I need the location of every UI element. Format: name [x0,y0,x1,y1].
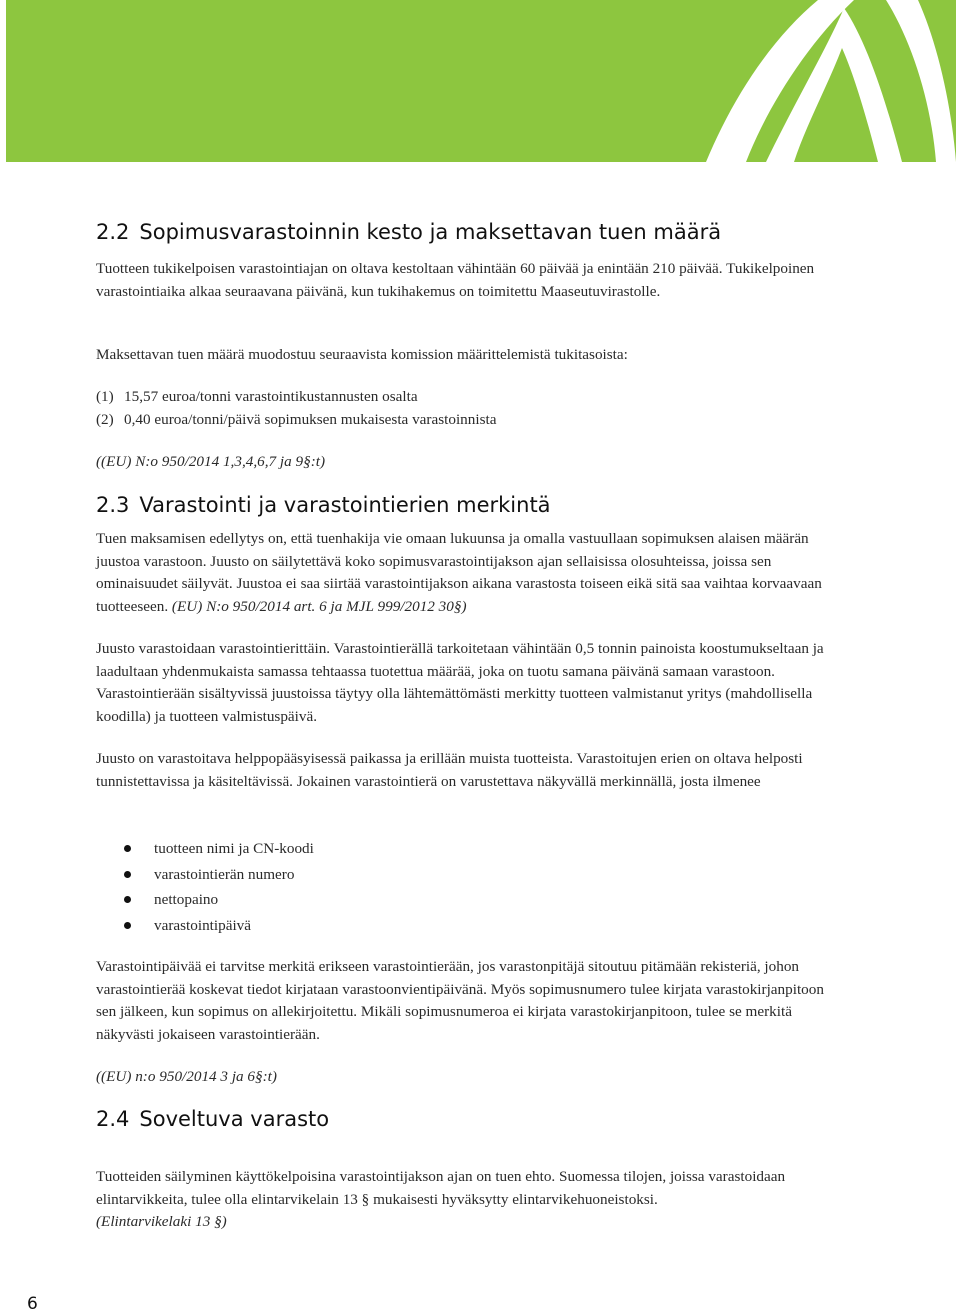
bullet-icon [124,871,131,878]
page-number: 6 [27,1294,38,1314]
item-text: 15,57 euroa/tonni varastointikustannusten osalta [124,388,418,405]
legal-reference: (Elintarvikelaki 13 §) [96,1213,227,1230]
item-marker: (1) [96,388,114,405]
list-item: tuotteen nimi ja CN-koodi [122,836,314,862]
section-heading-2-2 [96,220,721,244]
list-item: varastointipäivä [122,913,314,939]
paragraph-text: Tuen maksamisen edellytys on, että tuenhakija vie omaan lukuunsa ja omalla vastuullaan sopimuksen alaisen määrän juustoa varastoon. Juusto on säilytettävä koko sopimusvarastointijakson ajan sellaisissa olosuhteissa, joissa sen ominaisuudet säilyvät. Juustoa ei saa siirtää varastointijakson aikana varastosta toiseen eikä sitä saa vaihtaa korvaavaan tuotteeseen. [96,530,822,615]
paragraph-storage-lots: Juusto varastoidaan varastointierittäin. Varastointierällä tarkoitetaan vähintään 0,5 tonnin painoista koostumukseltaan ja laadultaan yhdenmukaista samassa tehtaassa tuotettua määrää, joka on tuotu samana päivänä samaan varastoon. Varastointierään sisältyvissä juustoissa täytyy olla lähtemättömästi merkitty tuotteen valmistanut yritys (mahdollisella koodilla) ja tuotteen valmistuspäivä. [96,640,824,725]
label-contents-list [122,836,314,938]
section-number: 2.2 [96,220,130,244]
header-banner [6,0,956,162]
paragraph-storage-period: Tuotteen tukikelpoisen varastointiajan on oltava kestoltaan vähintään 60 päivää ja enintään 210 päivää. Tukikelpoinen varastointiaika alkaa seuraavana päivänä, kun tukihakemus on toimitettu Maaseutuvirastolle. [96,260,815,300]
paragraph-suitable-storage: Tuotteiden säilyminen käyttökelpoisina varastointijakson ajan on tuen ehto. Suomessa tilojen, joissa varastoidaan elintarvikkeita, tulee olla elintarvikelain 13 § mukaisesti hyväksytty elintarvikehuoneistoksi. [96,1168,786,1208]
paragraph-labelling: Juusto on varastoitava helppopääsyisessä paikassa ja erillään muista tuotteista. Varastoitujen erien on oltava helposti tunnistettavissa ja käsiteltävissä. Jokainen varastointierä on varustettava näkyvällä merkinnällä, josta ilmenee [96,750,803,790]
section-title: Varastointi ja varastointierien merkintä [139,493,551,517]
section-title: Soveltuva varasto [139,1107,330,1131]
section-number: 2.4 [96,1107,130,1131]
list-item: varastointierän numero [122,862,314,888]
legal-reference: ((EU) n:o 950/2014 3 ja 6§:t) [96,1068,277,1085]
paragraph-aid-amount: Maksettavan tuen määrä muodostuu seuraavista komission määrittelemistä tukitasoista: [96,346,628,363]
section-title: Sopimusvarastoinnin kesto ja maksettavan tuen määrä [139,220,722,244]
list-item: nettopaino [122,887,314,913]
inline-legal-reference: (EU) N:o 950/2014 art. 6 ja MJL 999/2012 30§) [171,597,467,615]
bullet-icon [124,896,131,903]
item-text: 0,40 euroa/tonni/päivä sopimuksen mukaisesta varastoinnista [124,411,497,428]
section-heading-2-3 [96,493,551,517]
leaf-logo-graphic [6,0,956,162]
legal-reference: ((EU) N:o 950/2014 1,3,4,6,7 ja 9§:t) [96,453,326,470]
section-number: 2.3 [96,493,130,517]
paragraph-storage-conditions [96,528,836,618]
aid-level-item-1 [96,386,418,409]
bullet-icon [124,922,131,929]
item-marker: (2) [96,411,114,428]
leaf-stroke-right [886,0,956,162]
paragraph-storage-date: Varastointipäivää ei tarvitse merkitä erikseen varastointierään, jos varastonpitäjä sitoutuu pitämään rekisteriä, johon varastointierää koskevat tiedot kirjataan varastoonvientipäivänä. Myös sopimusnumero tulee kirjata varastokirjanpitoon sen jälkeen, kun sopimus on allekirjoitettu. Mikäli sopimusnumeroa ei kirjata varastokirjanpitoon, tulee se merkitä näkyvästi jokaiseen varastointierään. [96,958,824,1043]
bullet-icon [124,845,131,852]
section-heading-2-4 [96,1107,329,1131]
aid-level-item-2 [96,409,496,432]
